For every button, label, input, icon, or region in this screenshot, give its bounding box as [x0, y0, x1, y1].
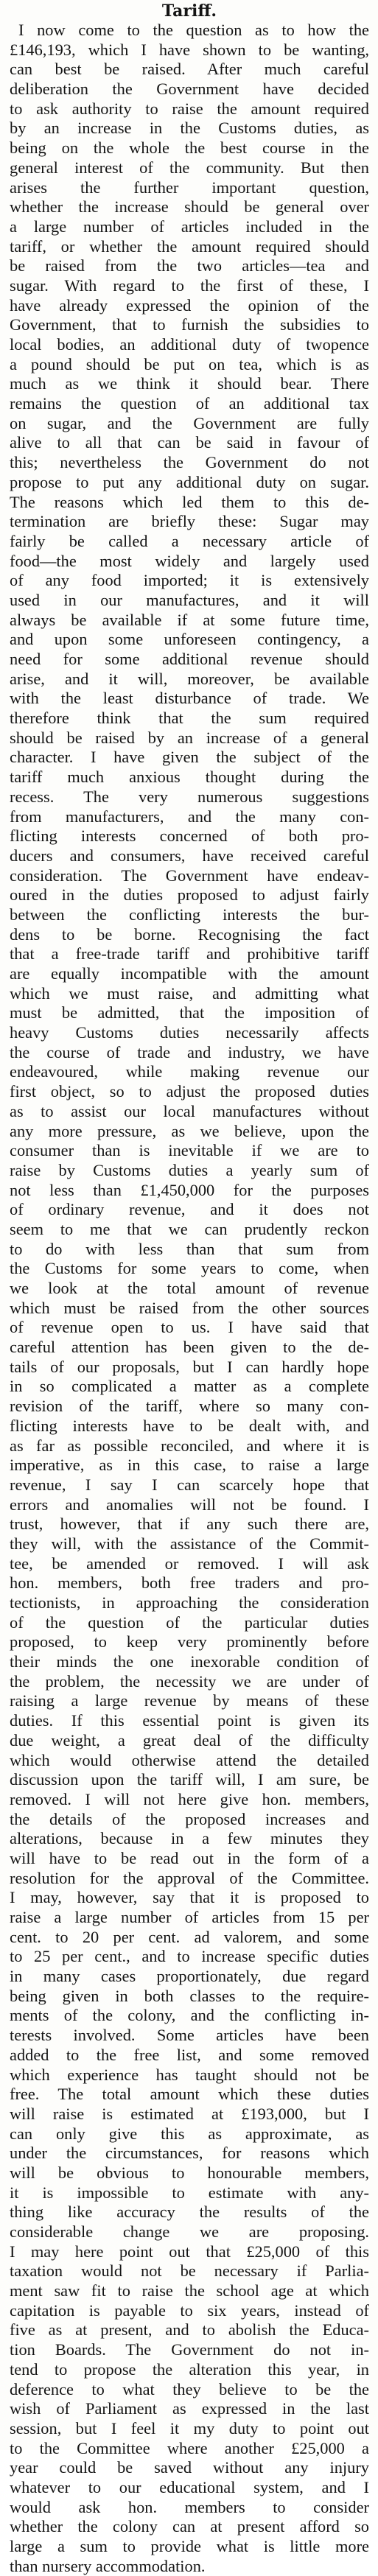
article-line: remains the question of an additional tax: [10, 394, 369, 413]
article-line: cent. to 20 per cent. ad valorem, and some: [10, 1927, 369, 1946]
article-line: be raised from the two articles—tea and: [10, 256, 369, 276]
article-line: will be obvious to honourable members,: [10, 2163, 369, 2182]
article-line: flicting interests concerned of both pro-: [10, 827, 369, 846]
article-line: raising a large revenue by means of these: [10, 1691, 369, 1710]
article-line: revenue, I say I can scarcely hope that: [10, 1475, 369, 1494]
article-line: raise by Customs duties a yearly sum of: [10, 1160, 369, 1179]
article-line: under the circumstances, for reasons which: [10, 2144, 369, 2163]
article-body: [10, 21, 369, 2576]
article-line: trust, however, that if any such there are,: [10, 1515, 369, 1534]
article-line: character. I have given the subject of the: [10, 748, 369, 767]
article-line: tectionists, in approaching the consideration: [10, 1593, 369, 1612]
article-line: large a sum to provide what is little more: [10, 2537, 369, 2555]
article-line: whether the colony can at present afford so: [10, 2517, 369, 2536]
article-line: wish of Parliament as expressed in the last: [10, 2399, 369, 2418]
article-line: can only give this as approximate, as: [10, 2124, 369, 2143]
article-line: on sugar, and the Government are fully: [10, 413, 369, 432]
article-line: ments of the colony, and the conflicting in-: [10, 2006, 369, 2025]
article-line: The reasons which led them to this de-: [10, 492, 369, 511]
article-line: tariff, or whether the amount required should: [10, 236, 369, 256]
article-line: by an increase in the Customs duties, as: [10, 119, 369, 138]
article-line: alive to all that can be said in favour of: [10, 433, 369, 452]
article-line: much as we think it should bear. There: [10, 374, 369, 393]
article-line: which would otherwise attend the detailed: [10, 1750, 369, 1769]
article-line: a pound should be put on tea, which is as: [10, 354, 369, 373]
article-line: ducers and consumers, have received careful: [10, 846, 369, 865]
article-line: proposed, to keep very prominently before: [10, 1632, 369, 1652]
article-line: to ask authority to raise the amount required: [10, 99, 369, 118]
article-line: of the question of the particular duties: [10, 1612, 369, 1632]
article-line: to the Committee where another £25,000 a: [10, 2438, 369, 2457]
article-line: tee, be amended or removed. I will ask: [10, 1554, 369, 1573]
article-line: that a free-trade tariff and prohibitive tariff: [10, 944, 369, 964]
article-line: heavy Customs duties necessarily affects: [10, 1023, 369, 1042]
article-line: whatever to our educational system, and I: [10, 2477, 369, 2496]
article-line: must be admitted, that the imposition of: [10, 1003, 369, 1022]
article-line: which we must raise, and admitting what: [10, 983, 369, 1003]
article-line: deference to what they believe to be the: [10, 2379, 369, 2398]
article-line: in many cases proportionately, due regard: [10, 1967, 369, 1986]
article-line: capitation is payable to six years, instead of: [10, 2300, 369, 2320]
article-line: any more pressure, as we believe, upon the: [10, 1121, 369, 1140]
article-line: termination are briefly these: Sugar may: [10, 512, 369, 531]
article-line: tariff much anxious thought during the: [10, 768, 369, 787]
article-line: taxation would not be necessary if Parlia-: [10, 2261, 369, 2281]
article-line: should be raised by an increase of a general: [10, 728, 369, 747]
article-line: being on the whole the best course in the: [10, 138, 369, 158]
article-line: session, but I feel it my duty to point out: [10, 2418, 369, 2438]
article-line: it is impossible to estimate with any-: [10, 2183, 369, 2202]
article-line: fairly be called a necessary article of: [10, 531, 369, 550]
article-line: arises the further important question,: [10, 178, 369, 197]
article-line: than nursery accommodation.: [10, 2556, 206, 2575]
article-line: to 25 per cent., and to increase specific duties: [10, 1947, 369, 1966]
article-line: deliberation the Government have decided: [10, 80, 369, 99]
article-line: tails of our proposals, but I can hardly hope: [10, 1357, 369, 1376]
article-line: due weight, a great deal of the difficulty: [10, 1730, 369, 1749]
article-line: always be available if at some future time,: [10, 610, 369, 629]
article-line: the problem, the necessity we are under of: [10, 1671, 369, 1691]
article-line: this; nevertheless the Government do not: [10, 453, 369, 472]
article-line: thing like accuracy the results of the: [10, 2203, 369, 2222]
article-line: discussion upon the tariff will, I am sure, be: [10, 1770, 369, 1789]
article-line: will have to be read out in the form of a: [10, 1848, 369, 1867]
article-line: their minds the one inexorable condition of: [10, 1652, 369, 1671]
article-line: tion Boards. The Government do not in-: [10, 2340, 369, 2359]
article-line: of revenue open to us. I have said that: [10, 1318, 369, 1337]
article-line: hon. members, both free traders and pro-: [10, 1573, 369, 1593]
article-line: therefore think that the sum required: [10, 709, 369, 728]
article-line: sugar. With regard to the first of these, I: [10, 276, 369, 295]
article-line: tend to propose the alteration this year, in: [10, 2359, 369, 2379]
article-line: errors and anomalies will not be found. I: [10, 1495, 369, 1514]
article-line: I now come to the question as to how the: [18, 21, 369, 39]
article-line: as to assist our local manufactures without: [10, 1101, 369, 1120]
article-line: careful attention has been given to the de-: [10, 1338, 369, 1357]
article-line: we look at the total amount of revenue: [10, 1279, 369, 1297]
article-line: consideration. The Government have endeav-: [10, 866, 369, 885]
article-line: as far as possible reconciled, and where it is: [10, 1436, 369, 1455]
article-line: recess. The very numerous suggestions: [10, 787, 369, 806]
article-line: year could be saved without any injury: [10, 2458, 369, 2477]
article-line: which must be raised from the other sources: [10, 1298, 369, 1317]
article-line: dens to be borne. Recognising the fact: [10, 924, 369, 944]
article-line: can best be raised. After much careful: [10, 60, 369, 79]
article-line: I may, however, say that it is proposed to: [10, 1888, 369, 1907]
article-line: being given in both classes to the require-: [10, 1986, 369, 2005]
article-line: removed. I will not here give hon. members,: [10, 1789, 369, 1808]
article-line: and upon some unforeseen contingency, a: [10, 630, 369, 649]
article-line: the Customs for some years to come, when: [10, 1259, 369, 1278]
article-line: oured in the duties proposed to adjust fairly: [10, 885, 369, 905]
article-line: resolution for the approval of the Committee.: [10, 1868, 369, 1887]
article-line: seem to me that we can prudently reckon: [10, 1219, 369, 1238]
article-line: they will, with the assistance of the Commit-: [10, 1534, 369, 1553]
article-line: with the least disturbance of trade. We: [10, 689, 369, 708]
article-line: local bodies, an additional duty of twopence: [10, 335, 369, 354]
article-line: alterations, because in a few minutes they: [10, 1829, 369, 1848]
article-line: the course of trade and industry, we have: [10, 1042, 369, 1061]
article-line: a large number of articles included in the: [10, 217, 369, 236]
article-line: of ordinary revenue, and it does not: [10, 1200, 369, 1219]
article-line: raise a large number of articles from 15 per: [10, 1908, 369, 1926]
article-line: duties. If this essential point is given its: [10, 1711, 369, 1730]
article-line: propose to put any additional duty on sugar.: [10, 472, 369, 491]
article-line: of any food imported; it is extensively: [10, 571, 369, 590]
article-line: five as at present, and to abolish the Educa-: [10, 2320, 369, 2340]
article-line: considerable change we are proposing.: [10, 2222, 369, 2241]
article-line: not less than £1,450,000 for the purposes: [10, 1180, 369, 1199]
article-line: I may here point out that £25,000 of this: [10, 2242, 369, 2261]
article-line: revision of the tariff, where so many con-: [10, 1397, 369, 1416]
article-line: first object, so to adjust the proposed duties: [10, 1082, 369, 1101]
article-line: endeavoured, while making revenue our: [10, 1062, 369, 1081]
article-line: need for some additional revenue should: [10, 650, 369, 668]
article-line: free. The total amount which these duties: [10, 2085, 369, 2104]
article-line: food—the most widely and largely used: [10, 551, 369, 570]
article-line: which experience has taught should not be: [10, 2065, 369, 2084]
article-line: Government, that to furnish the subsidies to: [10, 315, 369, 334]
article-line: added to the free list, and some removed: [10, 2045, 369, 2064]
article-line: whether the increase should be general over: [10, 197, 369, 217]
article-line: have already expressed the opinion of the: [10, 295, 369, 315]
article-line: would ask hon. members to consider: [10, 2497, 369, 2516]
article-line: used in our manufactures, and it will: [10, 590, 369, 609]
article-line: arise, and it will, moreover, be available: [10, 669, 369, 688]
article-line: in so complicated a matter as a complete: [10, 1377, 369, 1396]
article-line: between the conflicting interests the bur-: [10, 905, 369, 924]
article-line: ment saw fit to raise the school age at which: [10, 2281, 369, 2300]
article-line: the details of the proposed increases and: [10, 1809, 369, 1828]
article-line: consumer than is inevitable if we are to: [10, 1141, 369, 1160]
article-line: from manufacturers, and the many con-: [10, 807, 369, 826]
article-headline: Tariff.: [161, 1, 217, 21]
article-line: imperative, as in this case, to raise a large: [10, 1456, 369, 1475]
article-line: £146,193, which I have shown to be wanting,: [10, 40, 369, 59]
article-line: terests involved. Some articles have been: [10, 2026, 369, 2045]
article-line: will raise is estimated at £193,000, but I: [10, 2104, 369, 2123]
article-line: to do with less than that sum from: [10, 1239, 369, 1258]
article-line: general interest of the community. But then: [10, 158, 369, 177]
article-line: are equally incompatible with the amount: [10, 964, 369, 983]
article-line: flicting interests have to be dealt with, and: [10, 1416, 369, 1435]
